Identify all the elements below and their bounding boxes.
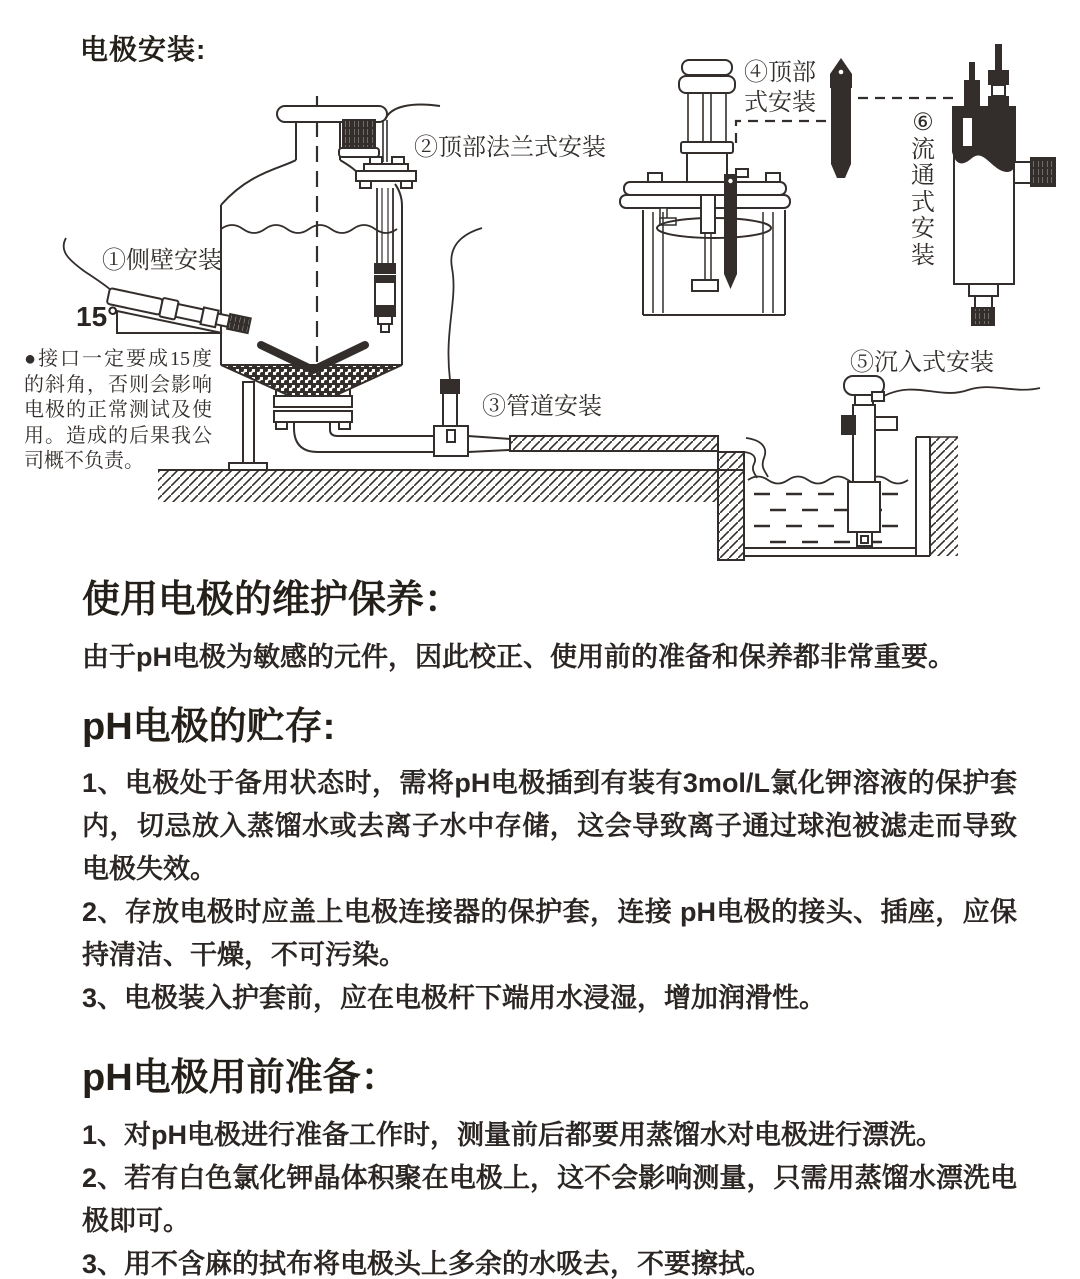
flow-cell xyxy=(952,44,1055,325)
installation-diagram xyxy=(0,0,1080,568)
maintenance-intro: 由于pH电极为敏感的元件，因此校正、使用前的准备和保养都非常重要。 xyxy=(82,641,955,672)
label-top-flange-install: ②顶部法兰式安装 xyxy=(414,135,606,161)
preparation-item-3: 3、用不含麻的拭布将电极头上多余的水吸去，不要擦拭。 xyxy=(82,1248,773,1279)
document-body xyxy=(82,578,1017,1279)
label-submerged-install: ⑤沉入式安装 xyxy=(850,350,994,376)
angle-warning-note: ●接口一定要成15度的斜角，否则会影响电极的正常测试及使用。造成的后果我公司概不负责。 xyxy=(24,348,212,472)
storage-item-2: 2、存放电极时应盖上电极连接器的保护套，连接 pH电极的接头、插座，应保持清洁、干燥，不可污染。 xyxy=(82,897,1017,971)
label-side-wall-install: ①侧壁安装 xyxy=(102,248,222,274)
storage-item-3: 3、电极装入护套前，应在电极杆下端用水浸湿，增加润滑性。 xyxy=(82,983,827,1014)
storage-item-1: 1、电极处于备用状态时，需将pH电极插到有装有3mol/L氯化钾溶液的保护套内，切忌放入蒸馏水或去离子水中存储，这会导致离子通过球泡被滤走而导致电极失效。 xyxy=(82,768,1017,885)
label-15-degrees: 15° xyxy=(76,301,119,332)
label-pipeline-install: ③管道安装 xyxy=(482,394,602,420)
label-top-mount-line2: 式安装 xyxy=(744,90,816,116)
page-title: 电极安装: xyxy=(80,34,207,65)
preparation-item-1: 1、对pH电极进行准备工作时，测量前后都要用蒸馏水对电极进行漂洗。 xyxy=(82,1119,944,1150)
basin xyxy=(718,437,958,560)
label-top-mount-line1: ④顶部 xyxy=(744,60,816,86)
label-flow-through-install: ⑥ 流 通 式 安 装 xyxy=(911,110,935,269)
section-heading-preparation: pH电极用前准备： xyxy=(82,1057,399,1100)
mixing-tank xyxy=(221,96,434,470)
preparation-item-2: 2、若有白色氯化钾晶体积聚在电极上，这不会影响测量，只需用蒸馏水漂洗电极即可。 xyxy=(82,1162,1017,1236)
label-top-mount-install xyxy=(744,58,816,118)
section-heading-maintenance: 使用电极的维护保养： xyxy=(82,579,463,621)
section-heading-storage: pH电极的贮存: xyxy=(82,705,336,748)
ground-hatch xyxy=(158,470,744,502)
